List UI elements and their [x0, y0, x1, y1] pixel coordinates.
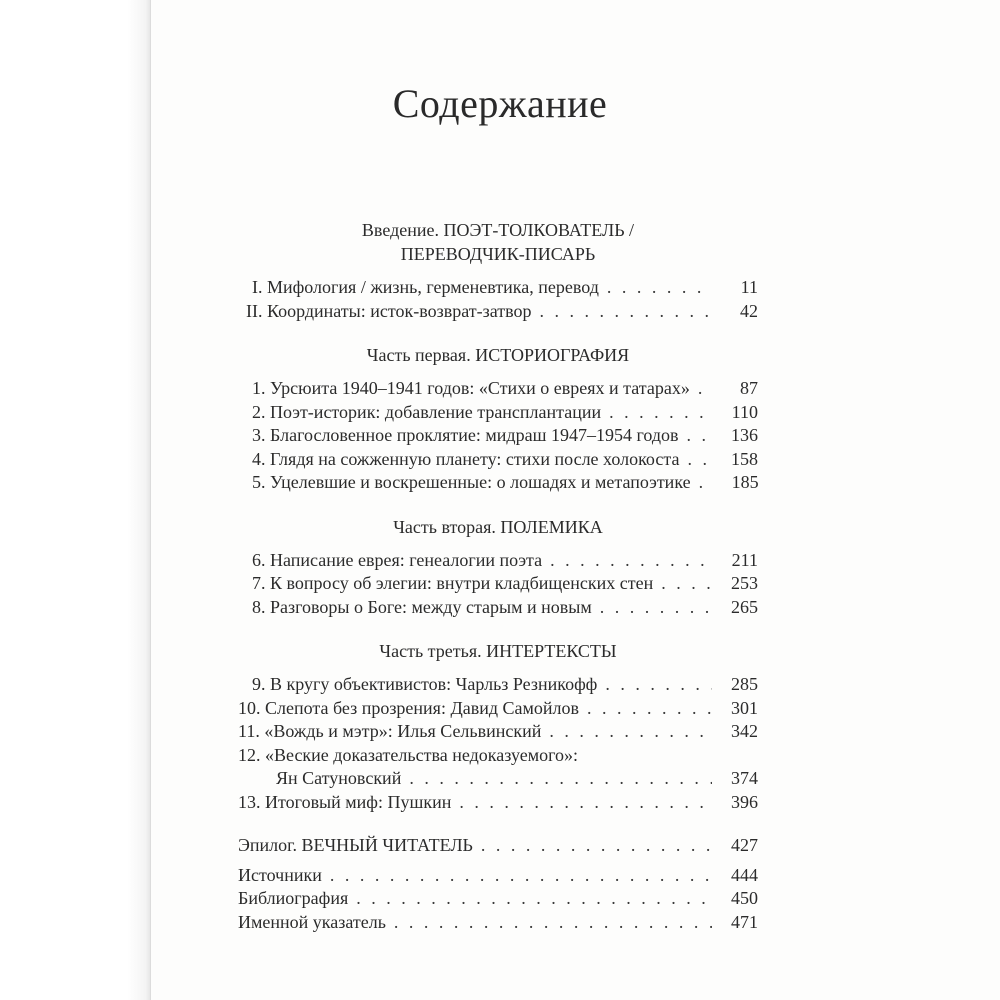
toc-entry[interactable]	[238, 572, 758, 596]
toc-entry-label-line1: 12. «Веские доказательства недоказуемого»:	[238, 744, 579, 765]
toc-entry-page: 427	[731, 835, 758, 855]
toc-entry-page: 374	[731, 768, 758, 788]
toc-entry-label: 2. Поэт-историк: добавление трансплантации	[252, 401, 602, 422]
toc-entry[interactable]	[238, 424, 758, 448]
toc-entry-page: 285	[731, 674, 758, 694]
toc-entry-page: 301	[731, 697, 758, 718]
dot-leader	[587, 697, 712, 721]
toc-entry-page: 265	[731, 596, 758, 617]
toc-entry-label-line2: Ян Сатуновский	[276, 768, 402, 788]
part2-section	[238, 515, 758, 620]
toc-entry-bibliography[interactable]	[238, 887, 758, 911]
toc-entry-label: II. Координаты: исток-возврат-затвор	[246, 300, 532, 321]
toc-entry-label: 5. Уцелевшие и воскрешенные: о лошадях и метапоэтике	[252, 472, 691, 492]
dot-leader	[687, 448, 712, 472]
toc-entry-page: 471	[731, 911, 758, 932]
toc-entry-page: 158	[731, 448, 758, 469]
page-edge	[0, 0, 150, 1000]
toc-entry-page: 87	[740, 378, 758, 398]
dot-leader	[540, 300, 712, 324]
dot-leader	[605, 673, 712, 697]
toc-entry[interactable]	[238, 276, 758, 300]
part3-section	[238, 639, 758, 814]
dot-leader	[409, 767, 712, 791]
back-matter-section	[238, 834, 758, 934]
toc-entry-label: 4. Глядя на сожженную планету: стихи после холокоста	[252, 448, 680, 469]
part1-section	[238, 343, 758, 495]
dot-leader	[661, 572, 712, 596]
toc-entry-epilogue[interactable]	[238, 834, 758, 858]
toc-entry[interactable]	[238, 448, 758, 472]
dot-leader	[549, 720, 712, 744]
intro-heading-line2: ПЕРЕВОДЧИК-ПИСАРЬ	[400, 244, 596, 264]
toc-entry-page: 253	[731, 573, 758, 593]
toc-entry-label: Эпилог. ВЕЧНЫЙ ЧИТАТЕЛЬ	[238, 835, 473, 855]
toc-entry-sources[interactable]	[238, 864, 758, 888]
toc-entry-page: 136	[731, 425, 758, 445]
dot-leader	[699, 471, 713, 495]
toc-entry-page: 396	[731, 791, 758, 812]
toc-entry-page: 42	[740, 300, 758, 321]
dot-leader	[609, 401, 712, 425]
toc-entry-label: Источники	[238, 864, 322, 885]
dot-leader	[687, 424, 712, 448]
toc-entry[interactable]	[238, 791, 758, 815]
toc-entry-page: 11	[740, 277, 758, 297]
toc-entry[interactable]	[238, 673, 758, 697]
toc-entry-label: 9. В кругу объективистов: Чарльз Резникофф	[252, 674, 598, 694]
dot-leader	[356, 887, 712, 911]
toc-entry[interactable]	[238, 471, 758, 495]
toc-entry-index[interactable]	[238, 911, 758, 935]
toc-entry-continuation[interactable]	[238, 767, 758, 791]
toc-entry[interactable]	[238, 300, 758, 324]
toc-entry-label: 13. Итоговый миф: Пушкин	[238, 791, 452, 812]
toc-entry-label: 11. «Вождь и мэтр»: Илья Сельвинский	[238, 721, 542, 741]
toc-entry[interactable]	[238, 377, 758, 401]
intro-section	[238, 218, 758, 323]
toc-entry[interactable]	[238, 596, 758, 620]
table-of-contents	[238, 218, 758, 934]
toc-entry[interactable]	[238, 720, 758, 744]
dot-leader	[394, 911, 712, 935]
toc-entry-label: 1. Урсюита 1940–1941 годов: «Стихи о евреях и татарах»	[252, 378, 690, 398]
part1-heading: Часть первая. ИСТОРИОГРАФИЯ	[366, 345, 630, 365]
toc-entry-label: Библиография	[238, 888, 349, 908]
dot-leader	[459, 791, 712, 815]
toc-entry-label: 8. Разговоры о Боге: между старым и новым	[252, 596, 592, 617]
toc-entry-page: 211	[731, 549, 758, 570]
dot-leader	[607, 276, 712, 300]
toc-entry-label: 6. Написание еврея: генеалогии поэта	[252, 549, 543, 570]
toc-entry-label: I. Мифология / жизнь, герменевтика, перевод	[252, 277, 599, 297]
toc-entry[interactable]	[238, 401, 758, 425]
toc-entry-page: 342	[731, 721, 758, 741]
part2-heading: Часть вторая. ПОЛЕМИКА	[393, 516, 603, 537]
toc-entry-page: 110	[731, 401, 758, 422]
toc-entry-page: 450	[731, 888, 758, 908]
toc-entry-multiline[interactable]	[238, 744, 758, 768]
toc-entry-page: 444	[731, 864, 758, 885]
dot-leader	[698, 377, 712, 401]
toc-entry-label: 3. Благословенное проклятие: мидраш 1947–1954 годов	[252, 425, 679, 445]
toc-entry[interactable]	[238, 697, 758, 721]
toc-entry-label: Именной указатель	[238, 911, 386, 932]
part3-heading: Часть третья. ИНТЕРТЕКСТЫ	[379, 641, 617, 661]
dot-leader	[481, 834, 712, 858]
dot-leader	[600, 596, 712, 620]
toc-entry-page: 185	[731, 472, 759, 492]
toc-entry-label: 10. Слепота без прозрения: Давид Самойлов	[238, 697, 580, 718]
toc-entry-label: 7. К вопросу об элегии: внутри кладбищенских стен	[252, 573, 654, 593]
page-title: Содержание	[392, 81, 608, 126]
intro-heading-line1: Введение. ПОЭТ-ТОЛКОВАТЕЛЬ /	[361, 220, 635, 240]
toc-entry[interactable]	[238, 549, 758, 573]
dot-leader	[330, 864, 712, 888]
dot-leader	[550, 549, 712, 573]
